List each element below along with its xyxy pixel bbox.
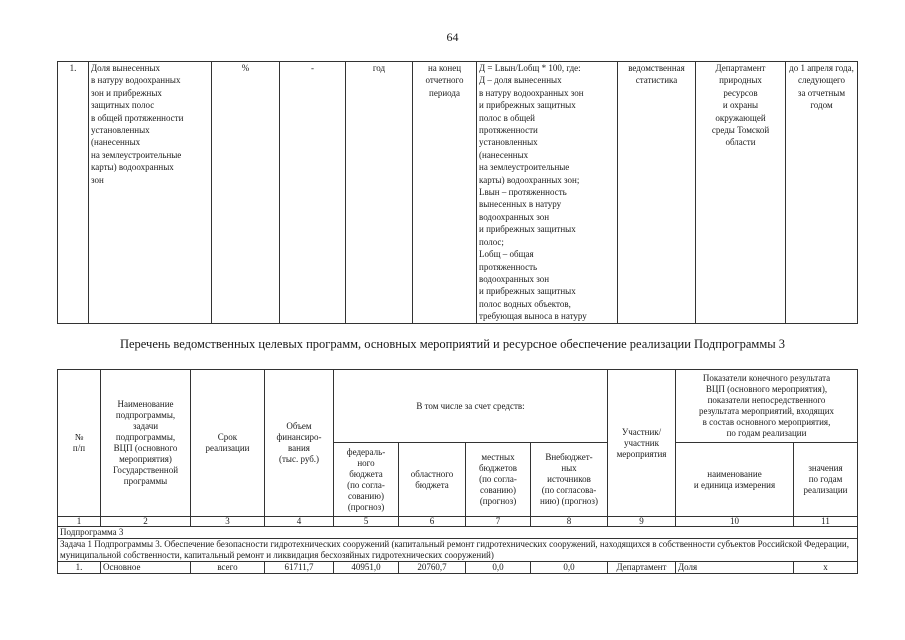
indicator-unit: % <box>212 62 280 324</box>
column-number: 10 <box>676 517 794 527</box>
header-num: № п/п <box>58 370 101 517</box>
column-number: 3 <box>191 517 265 527</box>
column-number: 6 <box>399 517 466 527</box>
row-federal: 40951,0 <box>334 562 399 574</box>
header-local: местных бюджетов (по согла- сованию) (прогноз) <box>466 443 531 517</box>
row-participant: Департамент <box>608 562 676 574</box>
subprogram-row: Подпрограмма 3 <box>58 527 858 539</box>
column-number: 8 <box>531 517 608 527</box>
row-num: 1. <box>58 562 101 574</box>
indicator-num: 1. <box>58 62 89 324</box>
page-number: 64 <box>446 30 459 44</box>
header-regional: областного бюджета <box>399 443 466 517</box>
section-title: Перечень ведомственных целевых программ, основных мероприятий и ресурсное обеспечение реализации Подпрограммы 3 <box>119 337 786 351</box>
indicator-row <box>58 62 858 324</box>
header-ind-name: наименование и единица измерения <box>676 443 794 517</box>
row-term: всего <box>191 562 265 574</box>
indicator-dash: - <box>280 62 346 324</box>
header-participant: Участник/ участник мероприятия <box>608 370 676 517</box>
column-number: 2 <box>101 517 191 527</box>
header-extra: Внебюджет- ных источников (по согласова- нию) (прогноз) <box>531 443 608 517</box>
row-local: 0,0 <box>466 562 531 574</box>
column-number: 5 <box>334 517 399 527</box>
programs-table <box>57 369 858 574</box>
column-numbers-row <box>58 517 858 527</box>
indicator-formula: Д = Lвын/Lобщ * 100, где: Д – доля вынесенных в натуру водоохранных зон и прибрежных защитных полос в общей протяженности установленных (нанесенных на землеустроительные карты) водоохранных зон; Lвын – протяженность вынесенных в натуру водоохранных зон и прибрежных защитных полос; Lобщ – общая протяженность водоохранных зон и прибрежных защитных полос водных объектов, требующая выноса в натуру <box>477 62 618 324</box>
indicator-moment: на конец отчетного периода <box>413 62 477 324</box>
header-volume: Объем финансиро- вания (тыс. руб.) <box>265 370 334 517</box>
column-number: 1 <box>58 517 101 527</box>
indicator-deadline: до 1 апреля года, следующего за отчетным годом <box>786 62 858 324</box>
column-number: 4 <box>265 517 334 527</box>
header-sources: В том числе за счет средств: <box>334 370 608 443</box>
column-number: 9 <box>608 517 676 527</box>
column-number: 11 <box>794 517 858 527</box>
row-volume: 61711,7 <box>265 562 334 574</box>
header-indicators: Показатели конечного результата ВЦП (основного мероприятия), показатели непосредственного результата мероприятий, входящих в состав основного мероприятия, по годам реализации <box>676 370 858 443</box>
row-ind-values: х <box>794 562 858 574</box>
indicator-source: ведомственная статистика <box>618 62 696 324</box>
row-extra: 0,0 <box>531 562 608 574</box>
header-federal: федераль- ного бюджета (по согла- сованию) (прогноз) <box>334 443 399 517</box>
header-ind-values: значения по годам реализации <box>794 443 858 517</box>
row-name: Основное <box>101 562 191 574</box>
row-ind-name: Доля <box>676 562 794 574</box>
indicator-table <box>57 61 858 324</box>
task-row: Задача 1 Подпрограммы 3. Обеспечение безопасности гидротехнических сооружений (капитальный ремонт гидротехнических сооружений, находящихся в собственности субъектов Российской Федерации, муниципальной собственности, капитальный ремонт и ликвидация бесхозяйных гидротехнических сооружений) <box>58 539 858 562</box>
indicator-name: Доля вынесенных в натуру водоохранных зон и прибрежных защитных полос в общей протяженности установленных (нанесенных на землеустроительные карты) водоохранных зон <box>89 62 212 324</box>
row-regional: 20760,7 <box>399 562 466 574</box>
header-name: Наименование подпрограммы, задачи подпрограммы, ВЦП (основного мероприятия) Государственной программы <box>101 370 191 517</box>
table-row <box>58 562 858 574</box>
column-number: 7 <box>466 517 531 527</box>
indicator-responsible: Департамент природных ресурсов и охраны окружающей среды Томской области <box>696 62 786 324</box>
indicator-period: год <box>346 62 413 324</box>
header-term: Срок реализации <box>191 370 265 517</box>
